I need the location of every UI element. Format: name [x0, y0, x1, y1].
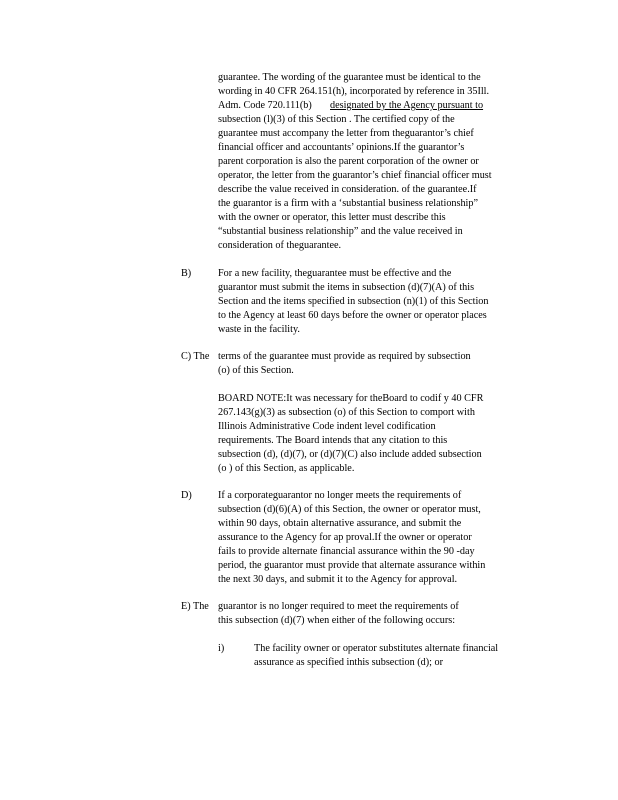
text-line: within 90 days, obtain alternative assurance, and submit the — [218, 518, 462, 529]
paragraph-marker: B) — [181, 268, 192, 279]
text-line: terms of the guarantee must provide as required by subsection — [218, 351, 471, 362]
text-line: Section and the items specified in subsection (n)(1) of this Section — [218, 296, 489, 307]
text-line: guarantee must accompany the letter from theguarantor’s chief — [218, 128, 474, 139]
underlined-inserted-text: designated by the Agency pursuant to — [330, 100, 484, 111]
text-line: to the Agency at least 60 days before the owner or operator places — [218, 310, 487, 321]
text-line: The facility owner or operator substitutes alternate financial — [254, 643, 499, 654]
text-line: (o) of this Section. — [218, 365, 294, 376]
text-line: (o ) of this Section, as applicable. — [218, 463, 355, 474]
text-line: wording in 40 CFR 264.151(h), incorporated by reference in 35Ill. — [218, 86, 490, 97]
paragraph-marker: D) — [181, 490, 192, 501]
text-line: subsection (d)(6)(A) of this Section, the owner or operator must, — [218, 504, 481, 515]
text-line: waste in the facility. — [218, 324, 300, 335]
text-line: guarantor must submit the items in subsection (d)(7)(A) of this — [218, 282, 475, 293]
text-line: guarantee. The wording of the guarantee must be identical to the — [218, 72, 481, 83]
text-line: operator, the letter from the guarantor’s chief financial officer must — [218, 170, 492, 181]
text-line: assurance as specified inthis subsection (d); or — [254, 657, 443, 668]
text-line: financial officer and accountants’ opinions.If the guarantor’s — [218, 142, 465, 153]
text-line: subsection (l)(3) of this Section . The certified copy of the — [218, 114, 455, 125]
text-line: guarantor is no longer required to meet the requirements of — [218, 601, 459, 612]
text-line: describe the value received in consideration. of the guarantee.If — [218, 184, 477, 195]
text-line: For a new facility, theguarantee must be effective and the — [218, 268, 452, 279]
text-line: Illinois Administrative Code indent level codification — [218, 421, 436, 432]
text-line: the next 30 days, and submit it to the Agency for approval. — [218, 574, 458, 585]
text-line: BOARD NOTE:It was necessary for theBoard to codif y 40 CFR — [218, 393, 484, 404]
text-line: 267.143(g)(3) as subsection (o) of this Section to comport with — [218, 407, 475, 418]
text-line: with the owner or operator, this letter must describe this — [218, 212, 446, 223]
text-line: fails to provide alternate financial assurance within the 90 -day — [218, 546, 475, 557]
text-line: period, the guarantor must provide that alternate assurance within — [218, 560, 486, 571]
text-line: the guarantor is a firm with a ‘substantial business relationship” — [218, 198, 479, 209]
text-line: consideration of theguarantee. — [218, 240, 342, 251]
paragraph-marker: C) The — [181, 351, 210, 362]
text-line: requirements. The Board intends that any citation to this — [218, 435, 448, 446]
paragraph-marker: E) The — [181, 601, 209, 612]
text-line: this subsection (d)(7) when either of the following occurs: — [218, 615, 456, 626]
paragraph-marker: i) — [218, 643, 225, 654]
text-line: assurance to the Agency for ap proval.If the owner or operator — [218, 532, 472, 543]
text-line: Adm. Code 720.111(b) — [218, 100, 312, 111]
text-line: “substantial business relationship” and the value received in — [218, 226, 463, 237]
text-line: parent corporation is also the parent corporation of the owner or — [218, 156, 479, 167]
text-line: subsection (d), (d)(7), or (d)(7)(C) also include added subsection — [218, 449, 482, 460]
text-line: If a corporateguarantor no longer meets the requirements of — [218, 490, 462, 501]
